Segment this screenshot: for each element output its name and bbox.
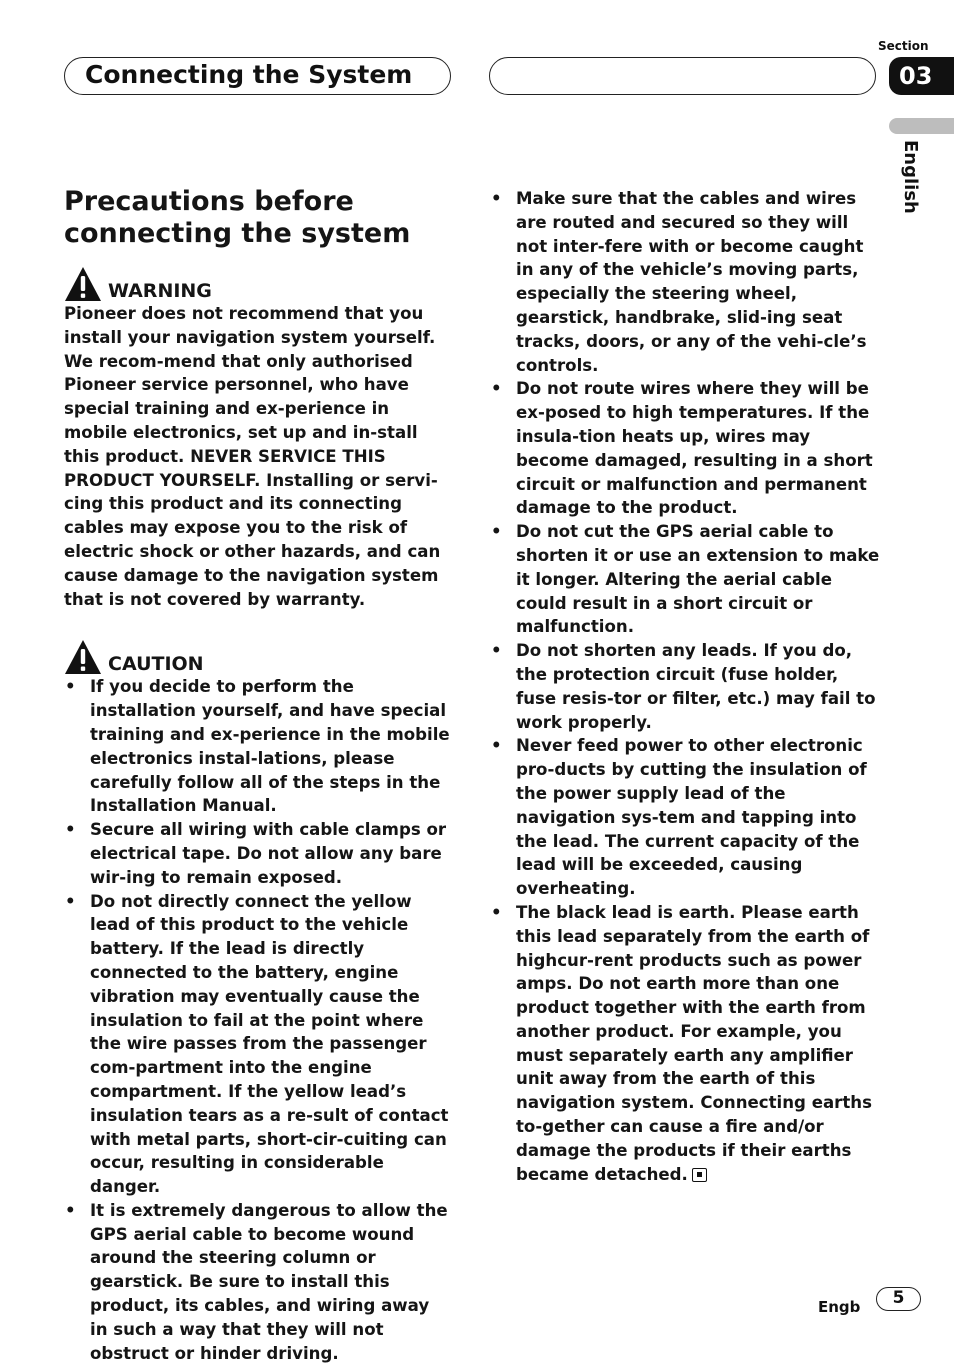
list-item: • Do not shorten any leads. If you do, the protection circuit (fuse holder, fuse resis-tor or filter, etc.) may fail to work properly. [490, 639, 880, 734]
footer-language-code: Engb [818, 1298, 861, 1316]
list-item: • Do not directly connect the yellow lead of this product to the vehicle battery. If the lead is directly connected to the battery, engine vibration may eventually cause the insulation to fail at the point where the wire passes from the passenger com-partment into the engine compartment. If the yellow lead’s insulation tears as a re-sult of contact with metal parts, short-cir-cuiting can occur, resulting in considerable danger. [64, 890, 452, 1199]
caution-list-right [490, 187, 880, 1186]
end-of-section-icon [692, 1168, 707, 1182]
left-column [64, 186, 452, 1365]
caution-list-left [64, 675, 452, 1365]
caution-block [64, 637, 452, 1365]
list-item: • If you decide to perform the installation yourself, and have special training and ex-perience in the mobile electronics instal-lations, please carefully follow all of the steps in the Installation Manual. [64, 675, 452, 818]
list-item: • Do not route wires where they will be ex-posed to high temperatures. If the insula-tion heats up, wires may become damaged, resulting in a short circuit or malfunction and permanent damage to the product. [490, 377, 880, 520]
page-heading: Precautions before connecting the system [64, 186, 411, 249]
list-item-text: The black lead is earth. Please earth this lead separately from the earth of highcur-rent products such as power amps. Do not earth more than one product together with the earth from another product. For example, you must separately earth any amplifier unit away from the earth of this navigation system. Connecting earths to-gether can cause a fire and/or damage the products if their earths became detached. [516, 902, 872, 1184]
list-item: • Never feed power to other electronic pro-ducts by cutting the insulation of the power supply lead of the navigation sys-tem and tapping into the lead. The current capacity of the lead will be exceeded, causing overheating. [490, 734, 880, 901]
warning-header [64, 264, 452, 302]
caution-header [64, 637, 452, 675]
warning-label: WARNING [108, 280, 212, 302]
warning-block [64, 264, 452, 611]
list-item: • Do not cut the GPS aerial cable to shorten it or use an extension to make it longer. Altering the aerial cable could result in a short circuit or malfunction. [490, 520, 880, 639]
caution-label: CAUTION [108, 653, 204, 676]
list-item: • Make sure that the cables and wires are routed and secured so they will not inter-fere with or become caught in any of the vehicle’s moving parts, especially the steering wheel, gearstick, handbrake, slid-ing seat tracks, doors, or any of the vehi-cle’s controls. [490, 187, 880, 377]
caution-triangle-icon [64, 639, 102, 675]
chapter-title: Connecting the System [85, 60, 413, 89]
header-blank-pill [489, 57, 876, 95]
warning-triangle-icon [64, 266, 102, 302]
section-number-badge: 03 [889, 57, 954, 95]
list-item-last [490, 901, 880, 1187]
header-title-pill [64, 57, 451, 95]
warning-text: Pioneer does not recommend that you install your navigation system yourself. We recom-mend that only authorised Pioneer service personnel, who have special training and ex-perience in mobile electronics, set up and in-stall this product. NEVER SERVICE THIS PRODUCT YOURSELF. Installing or servi-cing this product and its connecting cables may expose you to the risk of electric shock or other hazards, and can cause damage to the navigation system that is not covered by warranty. [64, 304, 441, 609]
section-label: Section [878, 39, 929, 53]
list-item: • Secure all wiring with cable clamps or electrical tape. Do not allow any bare wir-ing to remain exposed. [64, 818, 452, 889]
list-item: • It is extremely dangerous to allow the GPS aerial cable to become wound around the steering column or gearstick. Be sure to install this product, its cables, and wiring away in such a way that they will not obstruct or hinder driving. [64, 1199, 452, 1365]
language-tab-label: English [900, 140, 921, 214]
right-column [490, 187, 880, 1186]
language-tab-marker [889, 118, 954, 134]
page-number: 5 [876, 1287, 921, 1311]
